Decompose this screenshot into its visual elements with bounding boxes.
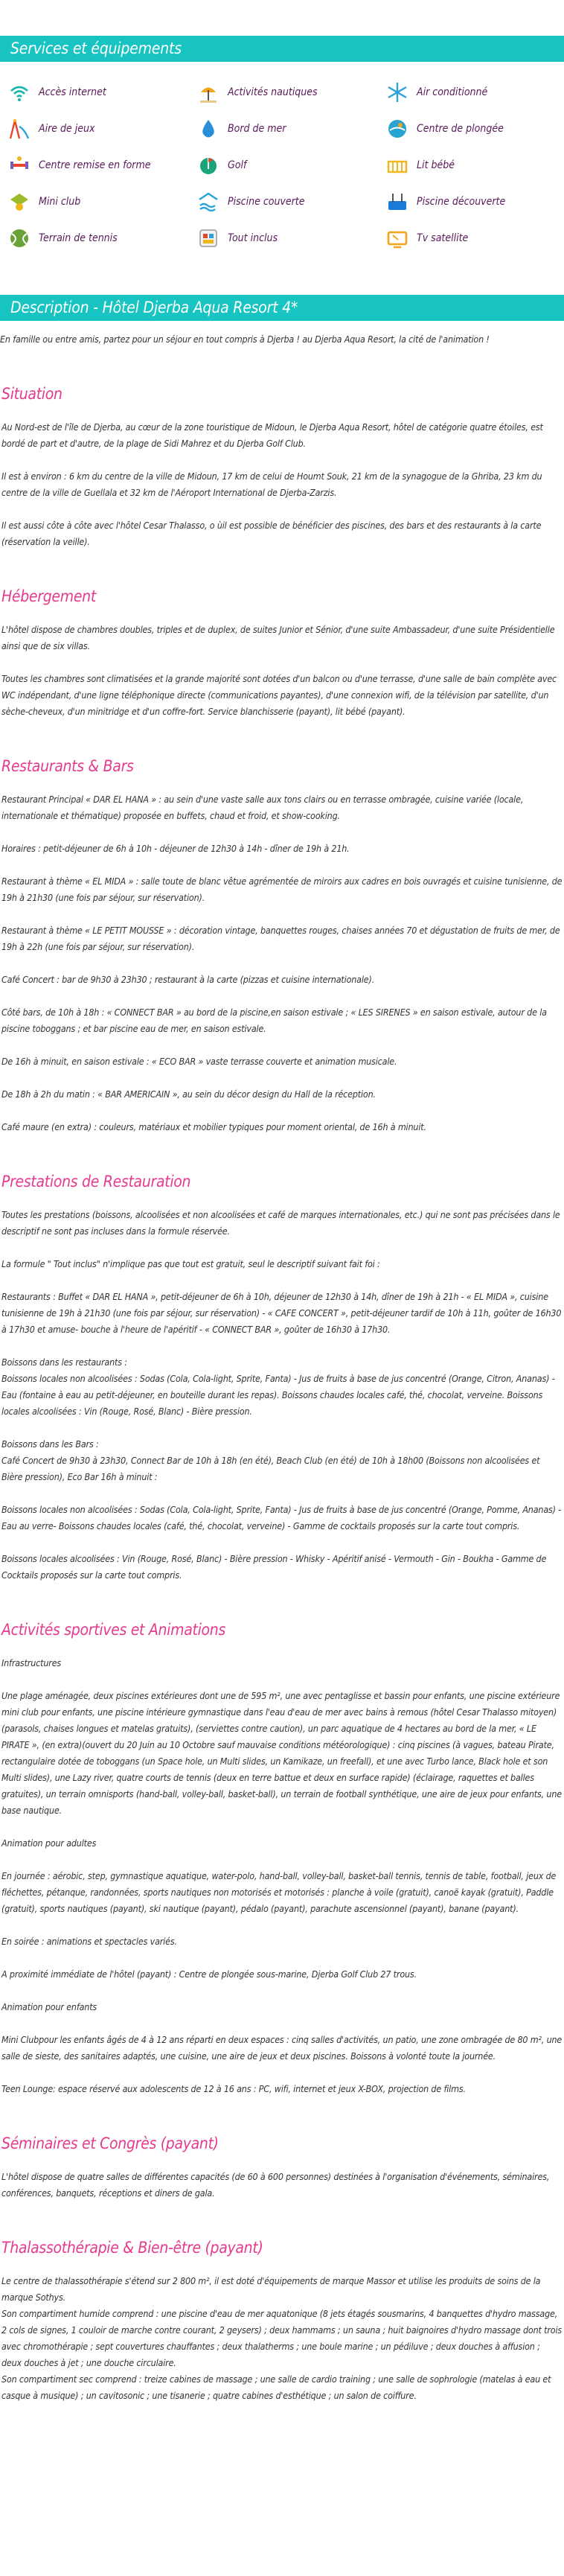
all-inclusive-icon [196,226,220,250]
section-title: Thalassothérapie & Bien-être (payant) [1,2239,263,2257]
section-activites [0,1621,564,2097]
section-paragraph: Toutes les prestations (boissons, alcoolisées et non alcoolisées et café de marques internationales, etc.) qui ne sont pas précisées dans le descriptif ne sont pas incluses dans la formule réservée. [1,1209,560,1237]
description-intro: En famille ou entre amis, partez pour un séjour en tout compris à Djerba ! au Djerba Aqua Resort, la cité de l'animation ! [0,334,490,345]
section-paragraph: L'hôtel dispose de chambres doubles, triples et de duplex, de suites Junior et Sénior, d'une suite Ambassadeur, d'une suite Présidentielle ainsi que de six villas. [1,624,555,651]
amenity-label: Piscine découverte [417,195,506,208]
amenity-label: Aire de jeux [39,122,95,135]
amenity-item [7,78,196,106]
baby-bed-icon [385,153,409,177]
amenity-item [385,78,564,106]
section-paragraph: L'hôtel dispose de quatre salles de différentes capacités (de 60 à 600 personnes) destinées à l'organisation d'événements, séminaires, conférences, banquets, réceptions et diners de gala. [1,2171,550,2199]
amenity-label: Centre remise en forme [39,159,151,171]
amenity-item [196,78,385,106]
section-paragraph: Boissons dans les restaurants : Boissons locales non alcoolisées : Sodas (Cola, Cola-light, Sprite, Fanta) - Jus de fruits à base de jus concentré (Orange, Citron, Ananas) - Eau (fontaine à eau au petit-déjeuner, en bouteille durant les repas). Boissons chaudes locales café, thé, chocolat, verveine. Boissons locales alcoolisées : Vin (Rouge, Rosé, Blanc) - Bière pression. [1,1356,555,1417]
section-title: Activités sportives et Animations [1,1621,226,1639]
section-paragraph: Restaurant Principal « DAR EL HANA » : au sein d'une vaste salle aux tons clairs ou en terrasse ombragée, cuisine variée (locale, internationale et thématique) proposée en buffets, chaud et froid, et show-cooking. [1,794,524,821]
section-title: Restaurants & Bars [1,757,134,775]
section-paragraph: Animation pour adultes [1,1837,97,1849]
section-title: Séminaires et Congrès (payant) [1,2135,219,2152]
section-paragraph: Infrastructures [1,1657,62,1668]
section-paragraph: Une plage aménagée, deux piscines extérieures dont une de 595 m², une avec pentaglisse et bassin pour enfants, une piscine extérieure mini club pour enfants, une piscine intérieure gymnastique dans l'eau d'eau de mer avec bains à remous (hôtel Cesar Thalasso mitoyen) (parasols, chaises longues et matelas gratuits), (serviettes contre caution), un parc aquatique de 4 hectares au bord de la mer, « LE PIRATE », (en extra)(ouvert du 20 Juin au 10 Octobre sauf mauvaise conditions météorologique) : cinq piscines (à vagues, bateau Pirate, rectangulaire dotée de toboggans (un Space hole, un Multi slides, un Kamikaze, un freefall), et une avec Turbo lance, Black hole et son Multi slides), une Lazy river, quatre courts de tennis (deux en terre battue et deux en surface rapide) (éclairage, raquettes et balles gratuites), un terrain omnisports (hand-ball, volley-ball, basket-ball), un terrain de football synthétique, une aire de jeux pour enfants, une base nautique. [1,1690,562,1816]
section-paragraph: Boissons dans les Bars : Café Concert de 9h30 à 23h30, Connect Bar de 10h à 18h (en été), Beach Club (en été) de 10h à 18h00 (Boissons non alcoolisées et Bière pression), Eco Bar 16h à minuit : [1,1438,540,1482]
section-thalasso [0,2239,564,2404]
amenity-label: Bord de mer [228,122,286,135]
services-banner [0,36,564,62]
amenity-label: Tv satellite [417,232,469,244]
outdoor-pool-icon [385,190,409,214]
amenity-label: Piscine couverte [228,195,305,208]
section-paragraph: Café maure (en extra) : couleurs, matériaux et mobilier typiques pour moment oriental, de 16h à minuit. [1,1121,426,1132]
amenity-item [7,115,196,142]
section-paragraph: Restaurant à thème « LE PETIT MOUSSE » : décoration vintage, banquettes rouges, chaises années 70 et dégustation de fruits de mer, de 19h à 22h (une fois par séjour, sur réservation). [1,925,560,952]
section-paragraph: Boissons locales alcoolisées : Vin (Rouge, Rosé, Blanc) - Bière pression - Whisky - Apéritif anisé - Vermouth - Gin - Boukha - Gamme de Cocktails proposés sur la carte tout compris. [1,1553,547,1581]
section-prestations [0,1173,564,1584]
amenity-label: Centre de plongée [417,122,504,135]
section-paragraph: Côté bars, de 10h à 18h : « CONNECT BAR » au bord de la piscine,en saison estivale ; « LES SIRENES » en saison estivale, autour de la piscine toboggans ; et bar piscine eau de mer, en saison estivale. [1,1007,547,1034]
section-paragraph: Au Nord-est de l'île de Djerba, au cœur de la zone touristique de Midoun, le Djerba Aqua Resort, hôtel de catégorie quatre étoiles, est bordé de part et d'autre, de la plage de Sidi Mahrez et du Djerba Golf Club. [1,421,543,449]
section-paragraph: De 16h à minuit, en saison estivale : « ECO BAR » vaste terrasse couverte et animation musicale. [1,1056,397,1067]
section-paragraph: Boissons locales non alcoolisées : Sodas (Cola, Cola-light, Sprite, Fanta) - Jus de fruits à base de jus concentré (Orange, Pomme, Ananas) - Eau au verre- Boissons chaudes locales (café, thé, chocolat, verveine) - Gamme de cocktails proposés sur la carte tout compris. [1,1504,562,1531]
amenity-item [196,224,385,252]
section-title: Prestations de Restauration [1,1173,191,1190]
amenity-item [385,115,564,142]
amenity-label: Activités nautiques [228,86,318,98]
tennis-icon [7,226,31,250]
amenity-label: Air conditionné [417,86,488,98]
section-paragraph: Il est aussi côte à côte avec l'hôtel Cesar Thalasso, o ùil est possible de bénéficier des piscines, des bars et des restaurants à la carte (réservation la veille). [1,520,542,547]
section-title: Situation [1,385,63,403]
playground-icon [7,117,31,141]
wifi-icon [7,80,31,104]
section-hebergement [0,587,564,720]
golf-icon [196,153,220,177]
section-paragraph: En journée : aérobic, step, gymnastique aquatique, water-polo, hand-ball, volley-ball, basket-ball tennis, tennis de table, football, jeux de fléchettes, pétanque, randonnées, sports nautiques non motorisés et motorisés : planche à voile (gratuit), canoë kayak (gratuit), Paddle (gratuit), sports nautiques (payant), ski nautique (payant), pédalo (payant), parachute ascensionnel (payant), banane (payant). [1,1870,557,1914]
amenity-item [196,115,385,142]
amenity-item [196,151,385,179]
amenity-label: Mini club [39,195,81,208]
amenity-item [7,188,196,215]
section-paragraph: Café Concert : bar de 9h30 à 23h30 ; restaurant à la carte (pizzas et cuisine internationale). [1,974,375,985]
description-sections [0,385,564,2404]
section-paragraph: Horaires : petit-déjeuner de 6h à 10h - déjeuner de 12h30 à 14h - dîner de 19h à 21h. [1,843,350,854]
amenity-item [7,224,196,252]
section-paragraph: Animation pour enfants [1,2001,97,2012]
amenity-label: Lit bébé [417,159,455,171]
description-banner [0,295,564,321]
section-restaurants [0,757,564,1135]
section-paragraph: Il est à environ : 6 km du centre de la ville de Midoun, 17 km de celui de Houmt Souk, 21 km de la synagogue de la Ghriba, 23 km du centre de la ville de Guellala et 32 km de l'Aéroport International de Djerba-Zarzis. [1,471,542,498]
amenity-item [385,151,564,179]
section-seminaires [0,2135,564,2202]
beach-umbrella-icon [196,80,220,104]
amenity-item [385,224,564,252]
section-situation [0,385,564,550]
services-title: Services et équipements [10,39,182,57]
section-paragraph: En soirée : animations et spectacles variés. [1,1936,177,1947]
description-title: Description - Hôtel Djerba Aqua Resort 4* [10,299,298,316]
section-paragraph: A proximité immédiate de l'hôtel (payant) : Centre de plongée sous-marine, Djerba Golf Club 27 trous. [1,1968,417,1980]
section-paragraph: Toutes les chambres sont climatisées et la grande majorité sont dotées d'un balcon ou d'une terrasse, d'une salle de bain complète avec WC indépendant, d'une ligne téléphonique directe (communications payantes), d'une connexion wifi, de la télévision par satellite, d'un sèche-cheveux, d'un minitridge et d'un coffre-fort. Service blanchisserie (payant), lit bébé (payant). [1,673,557,717]
section-paragraph: Restaurants : Buffet « DAR EL HANA », petit-déjeuner de 6h à 10h, déjeuner de 12h30 à 14h, dîner de 19h à 21h - « EL MIDA », cuisine tunisienne de 19h à 21h30 (une fois par séjour, sur réservation) - « CAFE CONCERT », petit-déjeuner tardif de 10h à 11h, goûter de 16h30 à 17h30 et amuse- bouche à l'heure de l'apéritif - « CONNECT BAR », goûter de 16h30 à 17h30. [1,1291,562,1335]
section-paragraph: Mini Clubpour les enfants âgés de 4 à 12 ans réparti en deux espaces : cinq salles d'activités, un patio, une zone ombragée de 80 m², une salle de sieste, des sanitaires adaptés, une cuisine, une aire de jeux et deux piscines. Boissons à volonté toute la journée. [1,2034,563,2062]
fitness-icon [7,153,31,177]
amenity-label: Golf [228,159,247,171]
amenities-grid [0,62,564,252]
water-drop-icon [196,117,220,141]
section-paragraph: Le centre de thalassothérapie s'étend sur 2 800 m², il est doté d'équipements de marque Massor et utilise les produits de soins de la marque Sothys. Son compartiment humide comprend : une piscine d'eau de mer aquatonique (8 jets étagés sousmarins, 4 banquettes d'hydro massage, 2 cols de signes, 1 couloir de marche contre courant, 2 geysers) ; deux hammams ; un sauna ; huit baignoires d'hydro massage dont trois avec chromothérapie ; sept couvertures chauffantes ; deux thalatherms ; une boule marine ; un pédiluve ; deux douches à affusion ; deux douches à jet ; une douche circulaire. Son compartiment sec comprend : treize cabines de massage ; une salle de cardio training ; une salle de sophrologie (matelas à eau et casque à musique) ; un cavitosonic ; une tisanerie ; quatre cabines d'esthétique ; un salon de coiffure. [1,2275,563,2401]
section-paragraph: Restaurant à thème « EL MIDA » : salle toute de blanc vêtue agrémentée de miroirs aux cadres en bois ouvragés et cuisine tunisienne, de 19h à 21h30 (une fois par séjour, sur réservation). [1,876,563,903]
snowflake-icon [385,80,409,104]
covered-pool-icon [196,190,220,214]
section-title: Hébergement [1,587,96,605]
amenity-item [7,151,196,179]
diving-globe-icon [385,117,409,141]
tv-satellite-icon [385,226,409,250]
section-paragraph: De 18h à 2h du matin : « BAR AMERICAIN », au sein du décor design du Hall de la réception. [1,1088,376,1100]
amenity-label: Accès internet [39,86,106,98]
amenity-label: Terrain de tennis [39,232,118,244]
amenity-label: Tout inclus [228,232,278,244]
section-paragraph: La formule " Tout inclus" n'implique pas que tout est gratuit, seul le descriptif suivant fait foi : [1,1258,380,1269]
description-content [0,331,564,2404]
mini-club-icon [7,190,31,214]
section-paragraph: Teen Lounge: espace réservé aux adolescents de 12 à 16 ans : PC, wifi, internet et jeux X-BOX, projection de films. [1,2083,466,2094]
amenity-item [385,188,564,215]
amenity-item [196,188,385,215]
